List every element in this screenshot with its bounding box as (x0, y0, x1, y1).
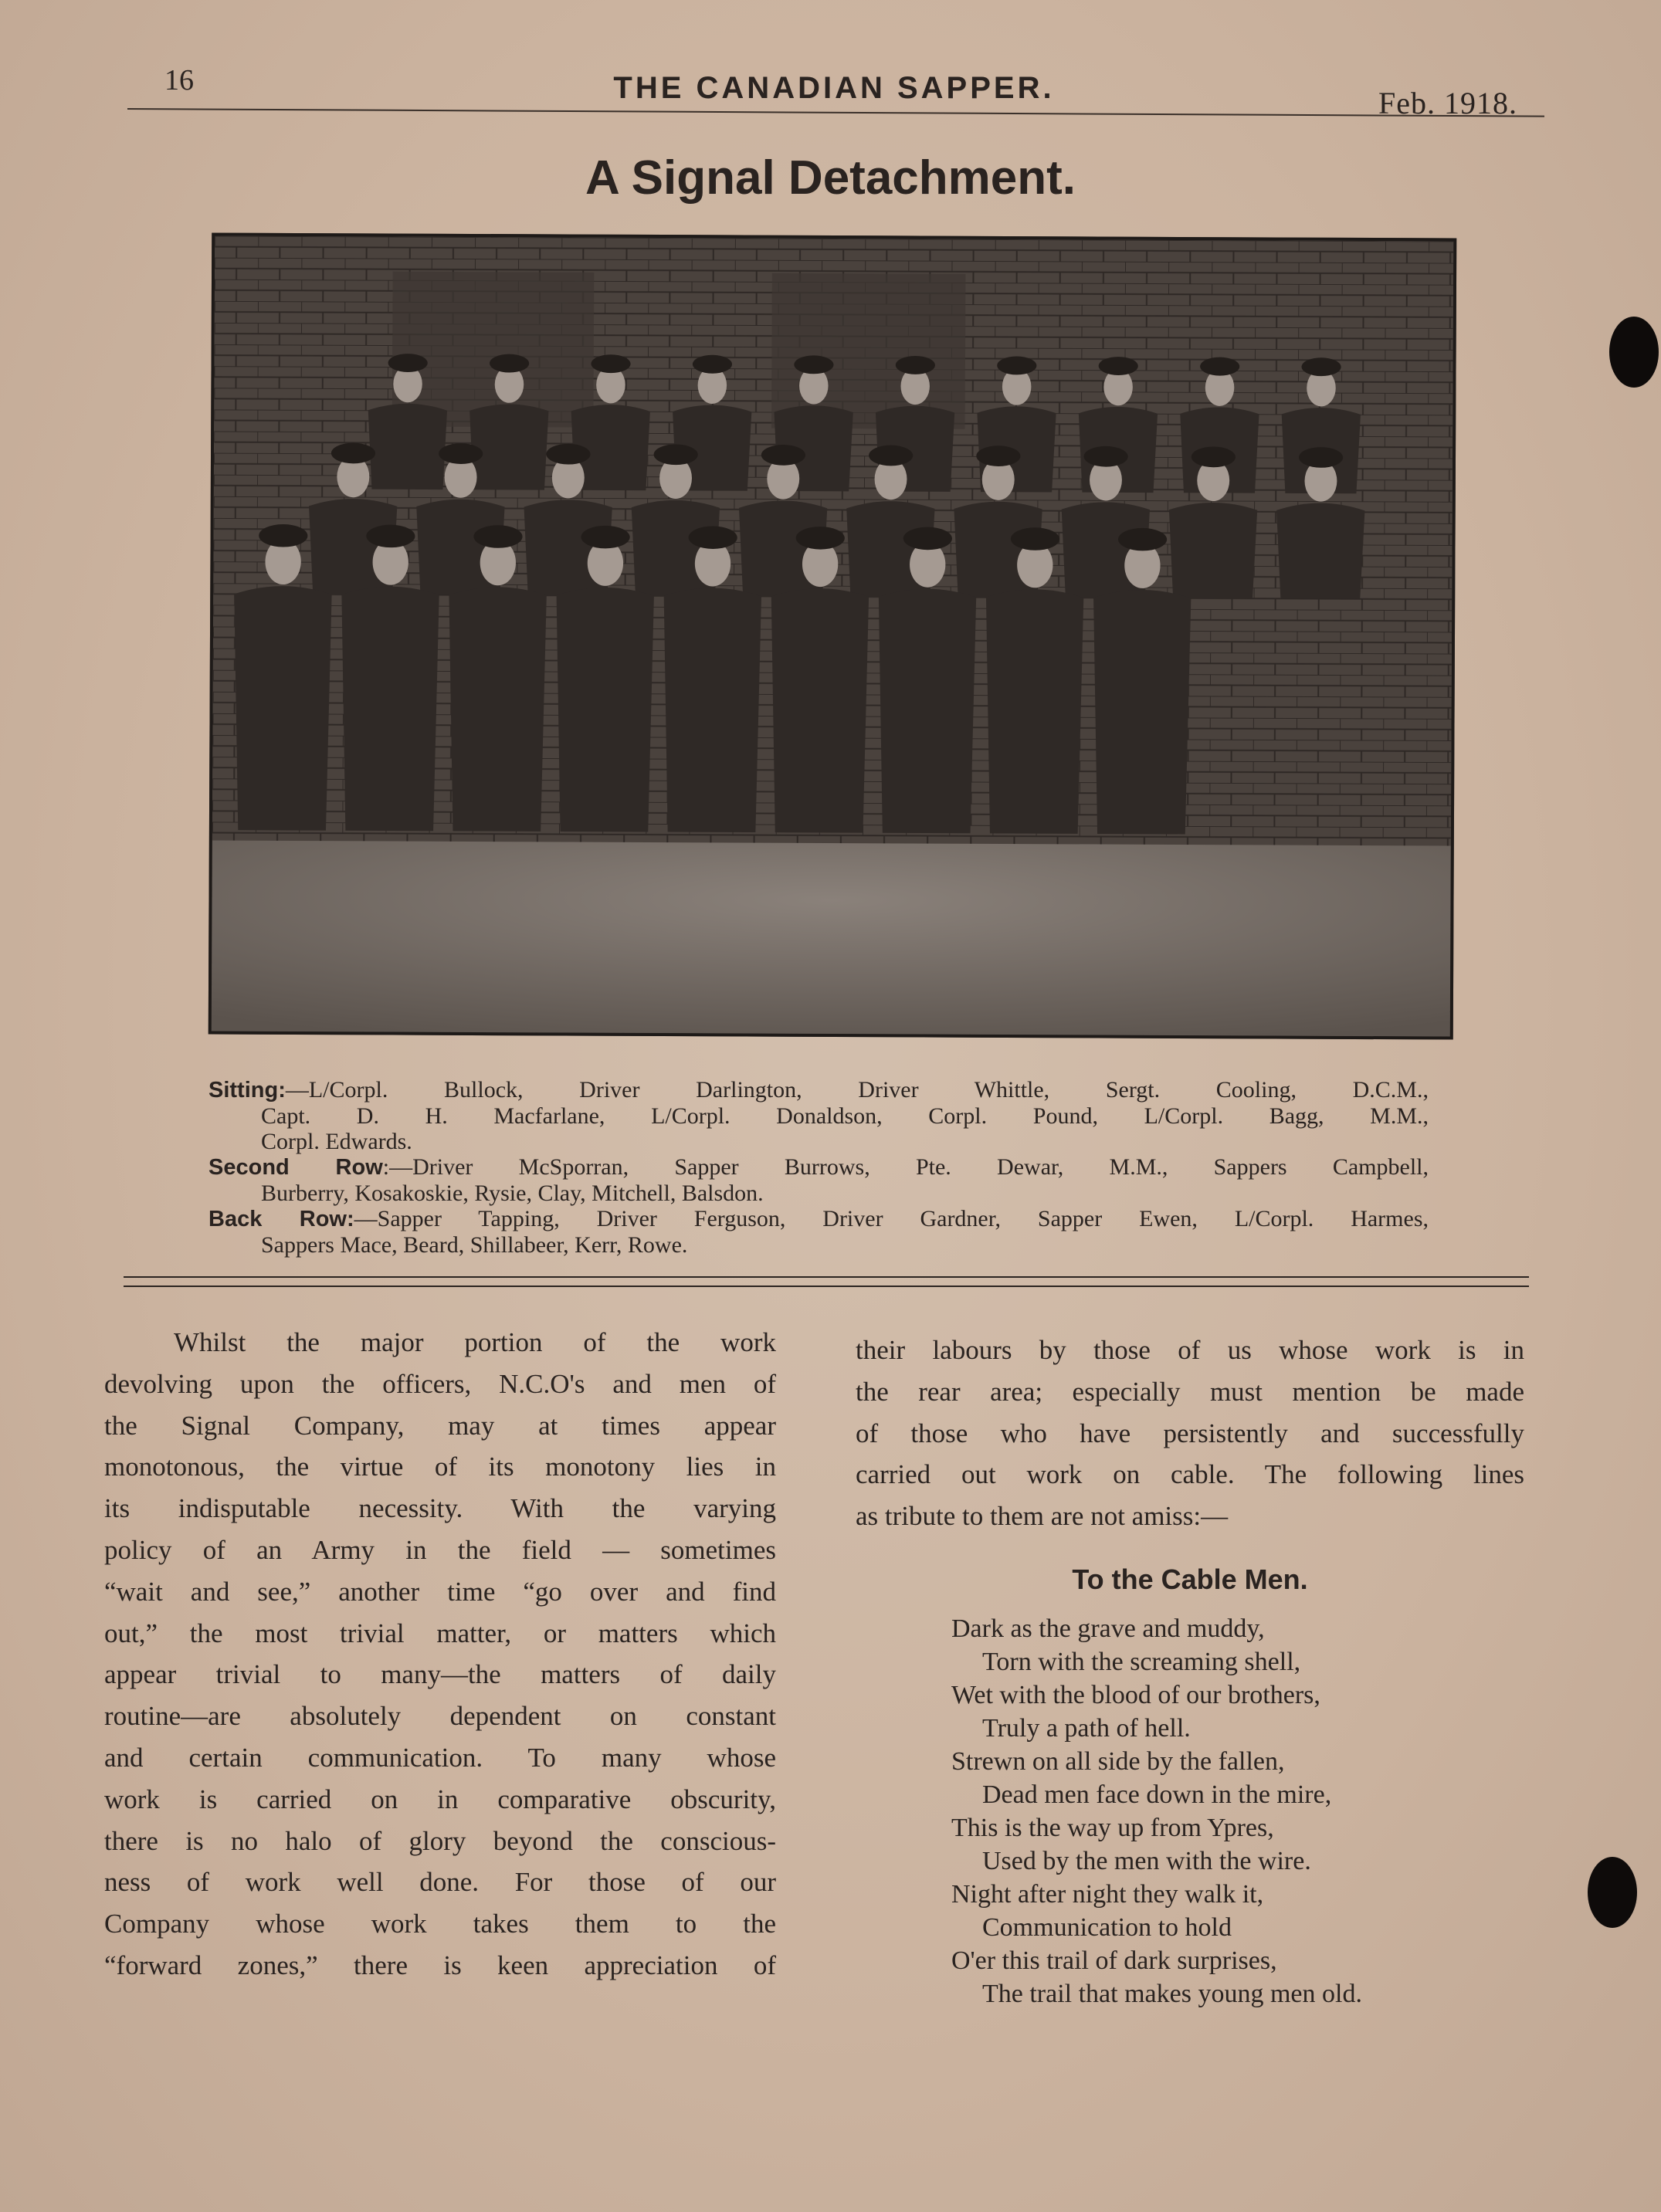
body-line: out,” the most trivial matter, or matters which (104, 1618, 776, 1648)
punch-hole (1588, 1857, 1637, 1928)
body-line: carried out work on cable. The following lines (856, 1459, 1524, 1490)
article-title: A Signal Detachment. (585, 151, 1076, 205)
body-line: work is carried on in comparative obscurity, (104, 1783, 776, 1814)
journal-title: THE CANADIAN SAPPER. (613, 71, 1055, 105)
caption-label-back-row: Back Row: (208, 1207, 354, 1231)
body-line: Company whose work takes them to the (104, 1909, 776, 1939)
page-number: 16 (164, 64, 194, 97)
poem-title: To the Cable Men. (1072, 1563, 1308, 1595)
poem-verse: Wet with the blood of our brothers, (951, 1681, 1320, 1709)
issue-date: Feb. 1918. (1378, 86, 1517, 120)
caption-label-sitting: Sitting: (208, 1078, 286, 1103)
caption-label-second-row: Second Row (208, 1155, 383, 1180)
body-line: policy of an Army in the field — sometimes (104, 1534, 776, 1565)
poem-verse: This is the way up from Ypres, (951, 1814, 1274, 1842)
caption-sitting (208, 1077, 1429, 1154)
body-line: “wait and see,” another time “go over and find (104, 1576, 776, 1607)
poem-verse: Used by the men with the wire. (982, 1847, 1311, 1875)
body-line: “forward zones,” there is keen appreciation of (104, 1949, 776, 1980)
body-line: the rear area; especially must mention be made (856, 1376, 1524, 1407)
running-head (127, 54, 1541, 120)
caption-text: Capt. D. H. Macfarlane, L/Corpl. Donaldson, Corpl. Pound, L/Corpl. Bagg, M.M., (261, 1103, 1429, 1129)
poem (951, 1612, 1538, 2010)
section-divider (124, 1276, 1529, 1287)
body-line: their labours by those of us whose work is in (856, 1335, 1524, 1365)
caption-text: —L/Corpl. Bullock, Driver Darlington, Driver Whittle, Sergt. Cooling, D.C.M., (285, 1077, 1429, 1103)
body-line: of those who have persistently and successfully (856, 1418, 1524, 1448)
group-photograph (208, 232, 1457, 1039)
body-line: as tribute to them are not amiss:— (856, 1501, 1229, 1532)
poem-verse: Communication to hold (982, 1913, 1232, 1942)
punch-hole (1609, 317, 1659, 388)
group-photograph-image (212, 236, 1453, 1037)
poem-verse: Torn with the screaming shell, (982, 1648, 1301, 1676)
body-line: appear trivial to many—the matters of daily (104, 1659, 776, 1690)
poem-verse: O'er this trail of dark surprises, (951, 1946, 1277, 1975)
body-line: there is no halo of glory beyond the conscious- (104, 1825, 776, 1856)
poem-verse: Night after night they walk it, (951, 1880, 1264, 1909)
poem-verse: Strewn on all side by the fallen, (951, 1747, 1285, 1776)
body-line: devolving upon the officers, N.C.O's and men of (104, 1368, 776, 1399)
caption-text: —Sapper Tapping, Driver Ferguson, Driver Gardner, Sapper Ewen, L/Corpl. Harmes, (354, 1206, 1429, 1231)
caption-second-row (208, 1154, 1429, 1206)
body-column-left (104, 1322, 776, 1987)
caption-text: :—Driver McSporran, Sapper Burrows, Pte. Dewar, M.M., Sappers Campbell, (382, 1154, 1429, 1180)
body-line: routine—are absolutely dependent on constant (104, 1701, 776, 1732)
poem-verse: The trail that makes young men old. (982, 1980, 1362, 2008)
body-line: the Signal Company, may at times appear (104, 1410, 776, 1441)
body-column-right (856, 1330, 1524, 1537)
body-line: Whilst the major portion of the work (174, 1327, 776, 1357)
caption-back-row (208, 1206, 1429, 1258)
poem-verse: Dead men face down in the mire, (982, 1780, 1332, 1809)
body-line: ness of work well done. For those of our (104, 1867, 776, 1898)
body-line: its indisputable necessity. With the varying (104, 1493, 776, 1524)
poem-verse: Truly a path of hell. (982, 1714, 1191, 1743)
caption-text: Corpl. Edwards. (261, 1129, 412, 1154)
body-line: monotonous, the virtue of its monotony lies in (104, 1452, 776, 1482)
body-line: and certain communication. To many whose (104, 1742, 776, 1773)
photo-caption (208, 1077, 1429, 1258)
poem-verse: Dark as the grave and muddy, (951, 1614, 1265, 1643)
caption-text: Sappers Mace, Beard, Shillabeer, Kerr, Rowe. (261, 1232, 688, 1258)
caption-text: Burberry, Kosakoskie, Rysie, Clay, Mitchell, Balsdon. (261, 1181, 764, 1206)
